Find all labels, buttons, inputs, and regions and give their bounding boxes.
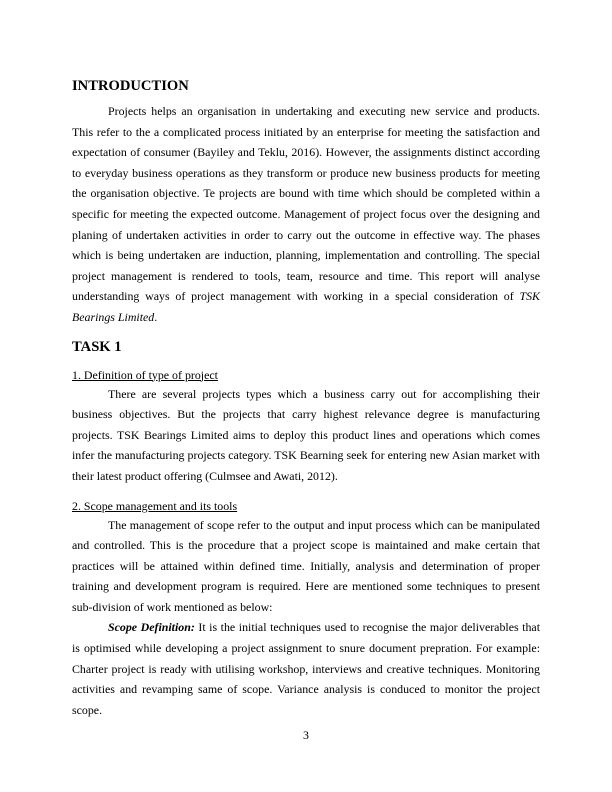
section1-paragraph: There are several projects types which a business carry out for accomplishing their business objectives. But the projects that carry highest relevance degree is manufacturing projects. TSK Bearings Limited aims to deploy this product lines and operations which comes infer the manufacturing projects category. TSK Bearning seek for entering new Asian market with their latest product offering (Culmsee and Awati, 2012). [72, 386, 540, 483]
section2-title: 2. Scope management and its tools [72, 498, 238, 513]
task1-heading: TASK 1 [72, 338, 122, 355]
scope-definition-label: Scope Definition: [108, 620, 195, 635]
company-name-italic: TSK Bearings Limited [72, 289, 540, 324]
section1-title: 1. Definition of type of project [72, 367, 218, 382]
introduction-heading: INTRODUCTION [72, 78, 189, 94]
section2-paragraph: The management of scope refer to the output and input process which can be manipulated and controlled. This is the procedure that a project scope is maintained and make certain that practices will be attained within defined time. Initially, analysis and determination of proper training and development program is required. Here are mentioned some techniques to present sub-division of work mentioned as below: [72, 517, 540, 614]
introduction-text: Projects helps an organisation in undertaking and executing new service and products. This refer to the a complicated process initiated by an enterprise for meeting the satisfaction and expectation of consumer (Bayiley and Teklu, 2016). However, the assignments distinct according to everyday business operations as they transform or produce new business products for meeting the organisation objective. Te projects are bound with time which should be completed within a specific for meeting the expected outcome. Management of project focus over the designing and planing of undertaken activities in order to carry out the outcome in effective way. The phases which is being undertaken are induction, planning, implementation and controlling. The special project management is rendered to tools, team, resource and time. This report will analyse understanding ways of project management with working in a special consideration of [72, 104, 540, 304]
scope-definition-text: It is the initial techniques used to recognise the major deliverables that is optimised while developing a project assignment to snure document prepration. For example: Charter project is ready with utilising workshop, interviews and creative techniques. Monitoring activities and revamping same of scope. Variance analysis is conduced to monitor the project scope. [72, 620, 541, 717]
scope-definition-paragraph [72, 617, 540, 720]
introduction-paragraph-end: . [154, 309, 158, 324]
introduction-paragraph [72, 101, 540, 328]
page-number: 3 [303, 728, 309, 742]
